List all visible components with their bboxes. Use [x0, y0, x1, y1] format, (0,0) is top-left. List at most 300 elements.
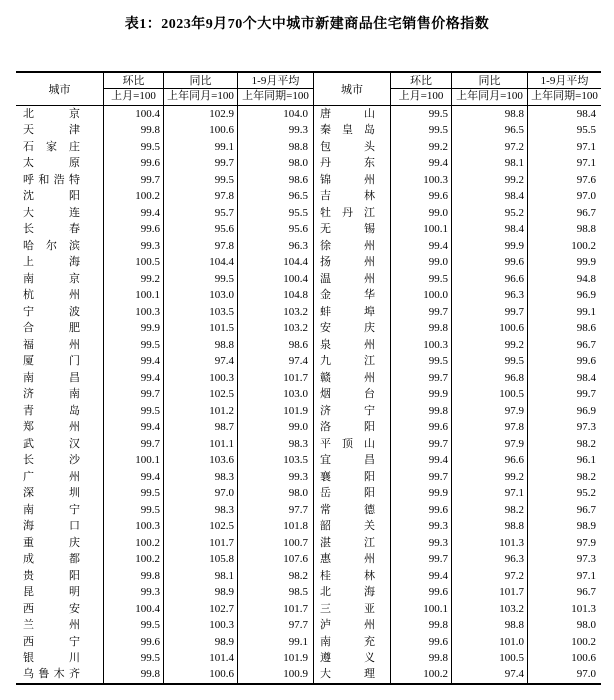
city-name-char: 济 [23, 388, 34, 401]
city-name-char: 南 [23, 371, 34, 384]
city-cell [16, 238, 104, 254]
header-mom-left [104, 73, 164, 105]
city-name [23, 403, 80, 419]
city-name-char: 岳 [320, 487, 331, 500]
yoy-cell: 98.8 [452, 617, 528, 633]
city-name-char: 安 [320, 322, 331, 335]
city-name [23, 502, 80, 518]
city-name-char: 丹 [320, 157, 331, 170]
yoy-cell: 105.8 [164, 551, 238, 567]
avg-cell: 107.6 [238, 551, 314, 567]
city-name-char: 厦 [23, 355, 34, 368]
table-row [16, 139, 601, 155]
avg-cell: 96.9 [576, 289, 596, 302]
table-row [16, 403, 601, 419]
city-cell [314, 337, 391, 353]
avg-cell: 99.0 [238, 419, 314, 435]
city-name-char: 长 [23, 223, 34, 236]
mom-cell: 99.8 [391, 650, 452, 666]
avg-cell: 99.7 [576, 388, 596, 401]
yoy-cell: 100.3 [164, 370, 238, 386]
city-name-char: 庆 [364, 322, 375, 335]
city-name-char: 林 [364, 569, 375, 582]
city-name-char: 州 [69, 421, 80, 434]
city-name [320, 370, 375, 386]
avg-cell: 97.6 [576, 173, 596, 186]
city-cell [16, 304, 104, 320]
table-row [16, 535, 601, 551]
city-cell [16, 353, 104, 369]
yoy-cell: 101.4 [164, 650, 238, 666]
avg-cell: 99.3 [238, 122, 314, 138]
city-name [320, 386, 375, 402]
mom-cell: 99.5 [104, 139, 164, 155]
header-yoy-base: 上年同月=100 [167, 90, 234, 102]
city-name-char: 兰 [23, 619, 34, 632]
yoy-cell: 98.4 [452, 221, 528, 237]
mom-cell: 99.2 [391, 139, 452, 155]
city-name-char: 乌 [23, 668, 34, 681]
avg-cell: 98.6 [238, 172, 314, 188]
city-name-char: 上 [23, 256, 34, 269]
yoy-cell: 99.5 [452, 353, 528, 369]
avg-cell: 103.2 [238, 320, 314, 336]
city-name [320, 419, 375, 435]
city-cell [314, 518, 391, 534]
city-name-char: 明 [69, 586, 80, 599]
avg-cell: 98.0 [238, 485, 314, 501]
avg-cell: 103.0 [238, 386, 314, 402]
avg-cell: 100.2 [571, 239, 596, 252]
city-cell [314, 601, 391, 617]
avg-cell: 104.0 [238, 106, 314, 122]
city-name-char: 锡 [364, 223, 375, 236]
city-name-char: 长 [23, 454, 34, 467]
city-name-char: 台 [364, 388, 375, 401]
yoy-cell: 97.9 [452, 403, 528, 419]
city-cell [16, 139, 104, 155]
mom-cell: 99.7 [391, 370, 452, 386]
city-name [23, 666, 80, 682]
city-name-char: 海 [23, 520, 34, 533]
city-name [23, 287, 80, 303]
table-row [16, 337, 601, 353]
city-cell [16, 436, 104, 452]
city-name [320, 469, 375, 485]
city-name-char: 哈 [23, 239, 34, 252]
avg-cell: 97.9 [576, 536, 596, 549]
avg-cell: 97.4 [238, 353, 314, 369]
city-cell [314, 469, 391, 485]
city-name-char: 宁 [69, 635, 80, 648]
mom-cell: 99.6 [104, 221, 164, 237]
mom-cell: 99.4 [104, 419, 164, 435]
city-name [23, 584, 80, 600]
city-name-char: 岛 [69, 404, 80, 417]
table-row [16, 551, 601, 567]
city-cell [314, 139, 391, 155]
city-name-char: 州 [364, 272, 375, 285]
city-name [23, 436, 80, 452]
yoy-cell: 98.9 [164, 634, 238, 650]
city-name [320, 287, 375, 303]
city-name-char: 泸 [320, 619, 331, 632]
mom-cell: 100.1 [104, 452, 164, 468]
yoy-cell: 104.4 [164, 254, 238, 270]
city-name [320, 122, 375, 138]
header-avg-label: 1-9月平均 [238, 73, 313, 89]
city-name-char: 山 [364, 437, 375, 450]
table-row [16, 601, 601, 617]
city-name [23, 551, 80, 567]
city-name [23, 106, 80, 122]
city-name-char: 尔 [46, 239, 57, 252]
city-name-char: 门 [69, 355, 80, 368]
city-name-char: 安 [69, 602, 80, 615]
city-name-char: 湛 [320, 536, 331, 549]
city-name [23, 139, 80, 155]
mom-cell: 99.4 [104, 469, 164, 485]
mom-cell: 99.7 [104, 436, 164, 452]
city-name-char: 锦 [320, 173, 331, 186]
city-name-char: 家 [46, 140, 57, 153]
city-name-char: 宁 [69, 503, 80, 516]
city-name [320, 650, 375, 666]
yoy-cell: 99.2 [452, 469, 528, 485]
yoy-cell: 99.2 [452, 172, 528, 188]
city-name [23, 518, 80, 534]
avg-cell: 94.8 [576, 272, 596, 285]
avg-cell: 103.5 [238, 452, 314, 468]
mom-cell: 99.5 [104, 337, 164, 353]
table-row [16, 106, 601, 122]
city-name-char: 华 [364, 289, 375, 302]
mom-cell: 99.0 [391, 254, 452, 270]
header-mom-base: 上月=100 [111, 90, 156, 102]
city-name [23, 172, 80, 188]
mom-cell: 99.7 [104, 172, 164, 188]
city-cell [314, 650, 391, 666]
header-yoy-left [164, 73, 238, 105]
city-name-char: 圳 [69, 487, 80, 500]
yoy-cell: 99.7 [164, 155, 238, 171]
city-name-char: 泉 [320, 338, 331, 351]
avg-cell: 100.4 [238, 271, 314, 287]
avg-cell: 95.5 [576, 124, 596, 137]
city-cell [314, 271, 391, 287]
city-cell [16, 122, 104, 138]
avg-cell: 96.3 [238, 238, 314, 254]
city-cell [16, 551, 104, 567]
table-row [16, 238, 601, 254]
avg-cell: 97.3 [576, 421, 596, 434]
city-cell [314, 436, 391, 452]
city-name-char: 州 [69, 338, 80, 351]
city-cell [314, 353, 391, 369]
city-name-char: 太 [23, 157, 34, 170]
yoy-cell: 100.3 [164, 617, 238, 633]
yoy-cell: 98.1 [452, 155, 528, 171]
table-row [16, 617, 601, 633]
city-name-char: 宜 [320, 454, 331, 467]
city-name-char: 江 [364, 355, 375, 368]
mom-cell: 99.6 [391, 502, 452, 518]
table-row [16, 221, 601, 237]
table-row [16, 304, 601, 320]
yoy-cell: 99.7 [452, 304, 528, 320]
city-cell [16, 469, 104, 485]
city-name-char: 昆 [23, 586, 34, 599]
city-name-char: 韶 [320, 520, 331, 533]
city-cell [314, 172, 391, 188]
city-name-char: 州 [69, 470, 80, 483]
mom-cell: 100.2 [104, 188, 164, 204]
mom-cell: 99.8 [104, 568, 164, 584]
table-row [16, 419, 601, 435]
mom-cell: 99.5 [104, 502, 164, 518]
header-yoy-label: 同比 [452, 73, 527, 89]
avg-cell: 98.8 [238, 139, 314, 155]
avg-cell: 100.9 [238, 666, 314, 682]
yoy-cell: 99.5 [164, 271, 238, 287]
city-name [320, 551, 375, 567]
city-name-char: 宁 [23, 305, 34, 318]
city-name [320, 617, 375, 633]
city-cell [314, 617, 391, 633]
city-name-char: 北 [320, 586, 331, 599]
city-name-char: 无 [320, 223, 331, 236]
city-cell [314, 122, 391, 138]
city-name-char: 庆 [69, 536, 80, 549]
city-name [320, 205, 375, 221]
mom-cell: 99.6 [391, 584, 452, 600]
mom-cell: 100.4 [104, 106, 164, 122]
mom-cell: 99.0 [391, 205, 452, 221]
city-name [320, 337, 375, 353]
city-cell [314, 502, 391, 518]
avg-cell: 96.7 [576, 206, 596, 219]
yoy-cell: 97.8 [164, 188, 238, 204]
table-header [16, 73, 601, 106]
yoy-cell: 96.6 [452, 271, 528, 287]
city-cell [314, 403, 391, 419]
table-row [16, 386, 601, 402]
city-name [320, 271, 375, 287]
yoy-cell: 97.0 [164, 485, 238, 501]
city-name-char: 鲁 [38, 668, 50, 681]
city-name-char: 口 [69, 520, 80, 533]
city-cell [16, 370, 104, 386]
avg-cell: 98.4 [576, 371, 596, 384]
avg-cell: 99.6 [576, 355, 596, 368]
city-name-char: 春 [69, 223, 80, 236]
mom-cell: 100.3 [391, 337, 452, 353]
header-yoy-base: 上年同月=100 [456, 90, 523, 102]
city-name-char: 合 [23, 322, 34, 335]
mom-cell: 99.3 [391, 535, 452, 551]
city-name-char: 京 [69, 272, 80, 285]
yoy-cell: 101.1 [164, 436, 238, 452]
city-name [320, 320, 375, 336]
city-name-char: 石 [23, 140, 34, 153]
header-yoy-label: 同比 [164, 73, 237, 89]
table-row [16, 320, 601, 336]
yoy-cell: 96.3 [452, 551, 528, 567]
city-name-char: 州 [364, 256, 375, 269]
city-name [320, 535, 375, 551]
city-name [320, 254, 375, 270]
city-name-char: 东 [364, 157, 375, 170]
yoy-cell: 101.7 [164, 535, 238, 551]
city-cell [314, 238, 391, 254]
city-name-char: 滨 [69, 239, 80, 252]
mom-cell: 100.3 [391, 172, 452, 188]
city-name-char: 呼 [23, 173, 34, 186]
city-cell [314, 188, 391, 204]
mom-cell: 99.4 [391, 452, 452, 468]
city-cell [16, 502, 104, 518]
city-name-char: 沈 [23, 190, 34, 203]
city-name-char: 浩 [53, 173, 65, 186]
mom-cell: 99.7 [391, 436, 452, 452]
city-name [23, 485, 80, 501]
avg-cell: 101.3 [571, 602, 596, 615]
avg-cell: 98.6 [238, 337, 314, 353]
city-name-char: 重 [23, 536, 34, 549]
city-name-char: 蚌 [320, 305, 331, 318]
mom-cell: 99.4 [104, 370, 164, 386]
city-name [320, 304, 375, 320]
mom-cell: 99.2 [104, 271, 164, 287]
city-name [23, 155, 80, 171]
table-row [16, 502, 601, 518]
avg-cell: 99.1 [576, 305, 596, 318]
city-name [320, 502, 375, 518]
city-cell [16, 518, 104, 534]
city-name-char: 广 [23, 470, 34, 483]
city-name-char: 阳 [364, 421, 375, 434]
avg-cell: 99.9 [576, 256, 596, 269]
mom-cell: 99.4 [391, 155, 452, 171]
city-name [23, 205, 80, 221]
city-name-char: 都 [69, 553, 80, 566]
city-name [320, 238, 375, 254]
city-name-char: 川 [69, 651, 80, 664]
header-avg-left [238, 73, 314, 105]
city-name-char: 关 [364, 520, 375, 533]
city-name-char: 赣 [320, 371, 331, 384]
city-name-char: 亚 [364, 602, 375, 615]
city-name-char: 贵 [23, 569, 34, 582]
yoy-cell: 95.6 [164, 221, 238, 237]
table-row [16, 666, 601, 682]
city-name-char: 平 [320, 437, 331, 450]
city-name-char: 海 [364, 586, 375, 599]
city-name-char: 州 [364, 619, 375, 632]
table-row [16, 469, 601, 485]
avg-cell: 98.0 [576, 619, 596, 632]
city-name-char: 杭 [23, 289, 34, 302]
city-cell [16, 337, 104, 353]
yoy-cell: 97.8 [164, 238, 238, 254]
city-name-char: 南 [69, 388, 80, 401]
city-name-char: 理 [364, 668, 375, 681]
mom-cell: 100.0 [391, 287, 452, 303]
city-name [320, 584, 375, 600]
yoy-cell: 102.9 [164, 106, 238, 122]
city-name-char: 西 [23, 602, 34, 615]
avg-cell: 104.8 [238, 287, 314, 303]
city-name-char: 州 [364, 371, 375, 384]
city-name-char: 埠 [364, 305, 375, 318]
yoy-cell: 96.5 [452, 122, 528, 138]
yoy-cell: 101.5 [164, 320, 238, 336]
mom-cell: 99.3 [104, 238, 164, 254]
header-avg-base: 上年同期=100 [242, 90, 309, 102]
city-cell [16, 172, 104, 188]
city-name [23, 254, 80, 270]
table-row [16, 205, 601, 221]
mom-cell: 99.8 [391, 403, 452, 419]
city-name-char: 肥 [69, 322, 80, 335]
avg-cell: 101.9 [238, 650, 314, 666]
avg-cell: 97.0 [576, 668, 596, 681]
city-name-char: 郑 [23, 421, 34, 434]
avg-cell: 97.1 [576, 140, 596, 153]
mom-cell: 99.3 [104, 584, 164, 600]
city-name-char: 西 [23, 635, 34, 648]
avg-cell: 101.7 [238, 601, 314, 617]
mom-cell: 99.7 [391, 469, 452, 485]
city-name-char: 汉 [69, 437, 80, 450]
mom-cell: 99.7 [391, 551, 452, 567]
city-name [320, 188, 375, 204]
city-cell [16, 221, 104, 237]
yoy-cell: 100.6 [164, 122, 238, 138]
city-name-char: 徐 [320, 239, 331, 252]
city-cell [16, 155, 104, 171]
city-cell [16, 601, 104, 617]
city-name-char: 沙 [69, 454, 80, 467]
city-name-char: 遵 [320, 651, 331, 664]
city-name [23, 419, 80, 435]
city-name [320, 666, 375, 682]
city-cell [314, 452, 391, 468]
city-name-char: 州 [69, 289, 80, 302]
city-name-char: 桂 [320, 569, 331, 582]
table-row [16, 155, 601, 171]
table-row [16, 122, 601, 138]
yoy-cell: 97.2 [452, 139, 528, 155]
yoy-cell: 95.2 [452, 205, 528, 221]
avg-cell: 96.1 [576, 454, 596, 467]
yoy-cell: 100.6 [164, 666, 238, 682]
mom-cell: 99.9 [391, 386, 452, 402]
city-name [23, 337, 80, 353]
city-name [320, 172, 375, 188]
mom-cell: 99.8 [104, 666, 164, 682]
mom-cell: 99.5 [391, 353, 452, 369]
city-cell [16, 650, 104, 666]
city-name-char: 大 [320, 668, 331, 681]
avg-cell: 98.5 [238, 584, 314, 600]
city-cell [314, 370, 391, 386]
avg-cell: 97.7 [238, 502, 314, 518]
mom-cell: 99.6 [391, 188, 452, 204]
yoy-cell: 98.1 [164, 568, 238, 584]
mom-cell: 99.4 [104, 353, 164, 369]
mom-cell: 99.5 [391, 106, 452, 122]
